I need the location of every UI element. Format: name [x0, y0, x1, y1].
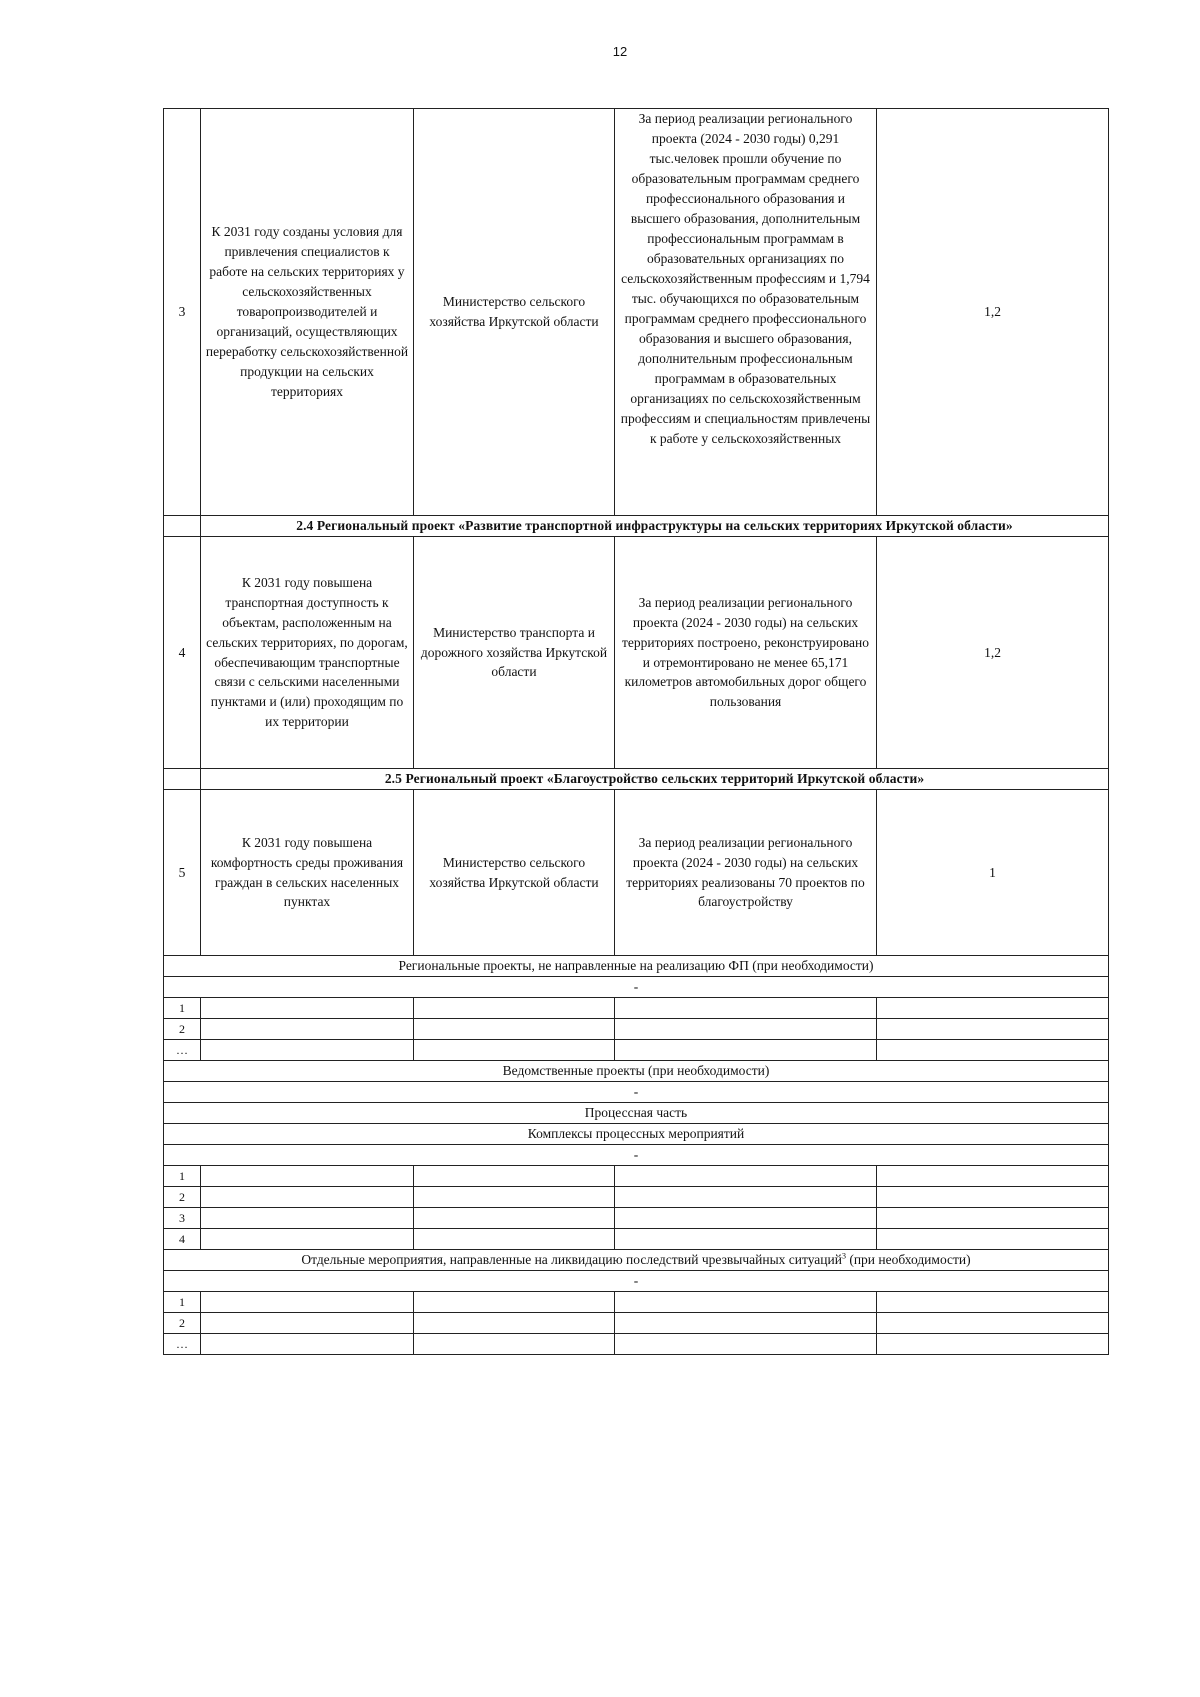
row-number: 3: [164, 109, 201, 516]
table-row: [164, 790, 1109, 956]
table-row: [164, 537, 1109, 769]
row-number: 4: [164, 537, 201, 769]
dash-cell: -: [164, 1271, 1109, 1292]
table-row: [164, 109, 1109, 516]
table-row: [164, 1313, 1109, 1334]
description-cell: За период реализации регионального проекта (2024 - 2030 годы) на сельских территориях построено, реконструировано и отремонтировано не менее 65,171 километров автомобильных дорог общего пользования: [615, 537, 877, 769]
page-number: 12: [612, 44, 628, 59]
goals-cell: 1,2: [877, 537, 1109, 769]
table-row: [164, 1208, 1109, 1229]
section-row: [164, 516, 1109, 537]
row-number: 3: [164, 1208, 201, 1229]
dash-cell: -: [164, 1082, 1109, 1103]
dash-cell: -: [164, 1145, 1109, 1166]
block-title-row: [164, 956, 1109, 977]
responsible-cell: Министерство транспорта и дорожного хозяйства Иркутской области: [414, 537, 615, 769]
responsible-cell: Министерство сельского хозяйства Иркутской области: [414, 790, 615, 956]
section-row: [164, 769, 1109, 790]
row-number: 4: [164, 1229, 201, 1250]
table-row: [164, 1229, 1109, 1250]
block-title-emergency-suffix: (при необходимости): [845, 1252, 971, 1267]
result-cell: К 2031 году повышена комфортность среды проживания граждан в сельских населенных пунктах: [201, 790, 414, 956]
block-title-departmental: Ведомственные проекты (при необходимости): [164, 1061, 1109, 1082]
block-title-row: [164, 1103, 1109, 1124]
row-number: 1: [164, 1166, 201, 1187]
goals-cell: 1: [877, 790, 1109, 956]
row-number: …: [164, 1334, 201, 1355]
dash-row: [164, 1082, 1109, 1103]
dash-row: [164, 1145, 1109, 1166]
row-number: 2: [164, 1187, 201, 1208]
project-structure-table: [163, 108, 1109, 1355]
table-row: [164, 1166, 1109, 1187]
table-row: [164, 1292, 1109, 1313]
row-number: 5: [164, 790, 201, 956]
dash-row: [164, 1271, 1109, 1292]
block-subtitle-row: [164, 1124, 1109, 1145]
table-row: [164, 1334, 1109, 1355]
block-title-process: Процессная часть: [164, 1103, 1109, 1124]
row-number: …: [164, 1040, 201, 1061]
block-subtitle-process: Комплексы процессных мероприятий: [164, 1124, 1109, 1145]
row-number: 1: [164, 998, 201, 1019]
responsible-cell: Министерство сельского хозяйства Иркутской области: [414, 109, 615, 516]
dash-cell: -: [164, 977, 1109, 998]
table-row: [164, 998, 1109, 1019]
block-title-row: [164, 1061, 1109, 1082]
dash-row: [164, 977, 1109, 998]
row-number: 2: [164, 1313, 201, 1334]
footnote-mark: 3: [841, 1251, 846, 1261]
block-title-regional-not-fp: Региональные проекты, не направленные на реализацию ФП (при необходимости): [164, 956, 1109, 977]
description-cell: За период реализации регионального проекта (2024 - 2030 годы) на сельских территориях реализованы 70 проектов по благоустройству: [615, 790, 877, 956]
goals-cell: 1,2: [877, 109, 1109, 516]
row-number: 2: [164, 1019, 201, 1040]
block-title-emergency-text: Отдельные мероприятия, направленные на ликвидацию последствий чрезвычайных ситуаций: [301, 1252, 842, 1267]
result-cell: К 2031 году повышена транспортная доступность к объектам, расположенным на сельских территориях, по дорогам, обеспечивающим транспортные связи с сельскими населенными пунктами и (или) проходящим по их территории: [201, 537, 414, 769]
description-cell: [615, 109, 877, 516]
section-title-2-4: 2.4 Региональный проект «Развитие транспортной инфраструктуры на сельских территориях Иркутской области»: [201, 516, 1109, 537]
block-title-emergency: [164, 1250, 1109, 1271]
description-text: За период реализации регионального проекта (2024 - 2030 годы) 0,291 тыс.человек прошли обучение по образовательным программам среднего профессионального образования и высшего образования, дополнительным профессиональным программам в образовательных организациях по сельскохозяйственным профессиям и 1,794 тыс. обучающихся по образовательным программам среднего профессионального образования и высшего образования, дополнительным профессиональным программам в образовательных организациях по сельскохозяйственным профессиям и специальностям привлечены к работе у сельскохозяйственных: [620, 111, 871, 446]
table-row: [164, 1040, 1109, 1061]
table-row: [164, 1019, 1109, 1040]
row-number: 1: [164, 1292, 201, 1313]
section-title-2-5: 2.5 Региональный проект «Благоустройство сельских территорий Иркутской области»: [201, 769, 1109, 790]
table-row: [164, 1187, 1109, 1208]
result-cell: К 2031 году созданы условия для привлечения специалистов к работе на сельских территориях у сельскохозяйственных товаропроизводителей и организаций, осуществляющих переработку сельскохозяйственной продукции на сельских территориях: [201, 109, 414, 516]
block-title-row: [164, 1250, 1109, 1271]
